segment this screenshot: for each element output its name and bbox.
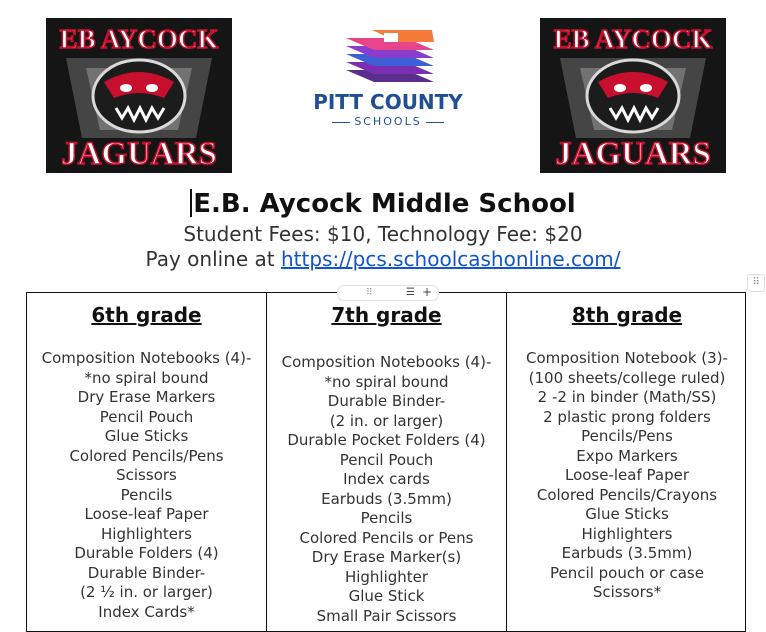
supply-item: Highlighters <box>101 524 192 543</box>
supply-item: Scissors* <box>592 583 662 601</box>
grade-column-7 <box>267 293 507 631</box>
pcs-stacked-layers-icon <box>336 30 440 88</box>
school-title[interactable] <box>0 189 766 219</box>
supply-item: Composition Notebooks (4)- <box>41 349 252 367</box>
supply-item: Scissors <box>116 466 177 484</box>
district-name: PITT COUNTY <box>313 90 463 114</box>
grade-heading: 6th grade <box>91 303 202 327</box>
pitt-county-schools-logo <box>300 30 476 134</box>
supply-item: Glue Sticks <box>585 505 669 523</box>
logo-left-line2: JAGUARS <box>61 136 217 172</box>
supply-item: 2 plastic prong folders <box>543 407 711 426</box>
supply-item: *no spiral bound <box>324 372 449 391</box>
supply-item: (2 ½ in. or larger) <box>80 583 213 601</box>
supply-item: Composition Notebook (3)- <box>526 349 728 367</box>
text-cursor <box>190 189 192 217</box>
supply-item: Durable Folders (4) <box>74 544 219 562</box>
supply-item: Pencils <box>120 485 173 504</box>
supply-item: Earbuds (3.5mm) <box>321 489 452 508</box>
supply-item: Durable Pocket Folders (4) <box>287 431 486 449</box>
supply-item: (2 in. or larger) <box>329 411 444 430</box>
supply-item: Pencil Pouch <box>99 407 194 426</box>
supply-item: Glue Stick <box>348 587 425 605</box>
supply-item: Pencils/Pens <box>581 427 673 445</box>
supply-item: 2 -2 in binder (Math/SS) <box>537 388 717 406</box>
supply-item: Loose-leaf Paper <box>564 466 690 484</box>
logo-right-line1: EB AYCOCK <box>553 24 713 54</box>
supply-item: Earbuds (3.5mm) <box>561 544 693 562</box>
supply-item: Glue Sticks <box>104 427 189 445</box>
pay-online-line <box>0 247 766 271</box>
supply-list-table <box>26 292 746 632</box>
eb-aycock-jaguars-logo-left <box>46 18 232 173</box>
supply-item: Pencils <box>360 509 413 527</box>
supply-item: Durable Binder- <box>87 563 206 582</box>
add-column-icon[interactable]: + <box>422 285 433 299</box>
supply-item: Pencil pouch or case <box>550 563 704 582</box>
supply-item: *no spiral bound <box>84 368 209 387</box>
grade-item-list <box>27 349 266 622</box>
logo-left-line1: EB AYCOCK <box>59 24 219 54</box>
grade-heading: 8th grade <box>571 303 683 327</box>
supply-item: Expo Markers <box>576 446 678 465</box>
drag-handle-icon[interactable]: ⠿ <box>747 274 765 292</box>
grade-item-list <box>507 349 747 603</box>
grade-column-6 <box>27 293 267 631</box>
supply-item: Index cards <box>343 470 430 488</box>
supply-item: Pencil Pouch <box>339 450 434 469</box>
supply-item: Composition Notebooks (4)- <box>281 353 492 371</box>
supply-item: Colored Pencils or Pens <box>299 528 474 547</box>
supply-item: Loose-leaf Paper <box>84 505 209 523</box>
supply-item: Highlighter <box>344 567 429 586</box>
supply-item: Dry Erase Marker(s) <box>311 548 462 566</box>
supply-item: Small Pair Scissors <box>316 606 457 625</box>
supply-item: (100 sheets/college ruled) <box>528 368 726 387</box>
eb-aycock-jaguars-logo-right <box>540 18 726 173</box>
district-sub: SCHOOLS <box>300 115 476 128</box>
supply-item: Highlighters <box>581 524 673 543</box>
supply-item: Index Cards* <box>98 602 195 621</box>
school-name-text: E.B. Aycock Middle School <box>193 189 576 219</box>
supply-item: Colored Pencils/Crayons <box>536 485 718 504</box>
grade-heading: 7th grade <box>331 303 442 327</box>
table-options-icon[interactable]: ☰ <box>406 287 415 298</box>
table-toolbar <box>337 285 439 301</box>
supply-item: Dry Erase Markers <box>77 388 216 406</box>
supply-item: Durable Binder- <box>327 392 446 410</box>
fees-line: Student Fees: $10, Technology Fee: $20 <box>183 222 583 246</box>
grade-item-list <box>267 353 506 626</box>
pay-prefix: Pay online at <box>145 247 281 271</box>
logo-right-line2: JAGUARS <box>555 136 711 172</box>
payment-link[interactable]: https://pcs.schoolcashonline.com/ <box>280 247 621 271</box>
grade-column-8 <box>507 293 747 631</box>
supply-item: Colored Pencils/Pens <box>69 446 224 465</box>
table-grip-icon[interactable]: ⠿ <box>366 288 373 298</box>
